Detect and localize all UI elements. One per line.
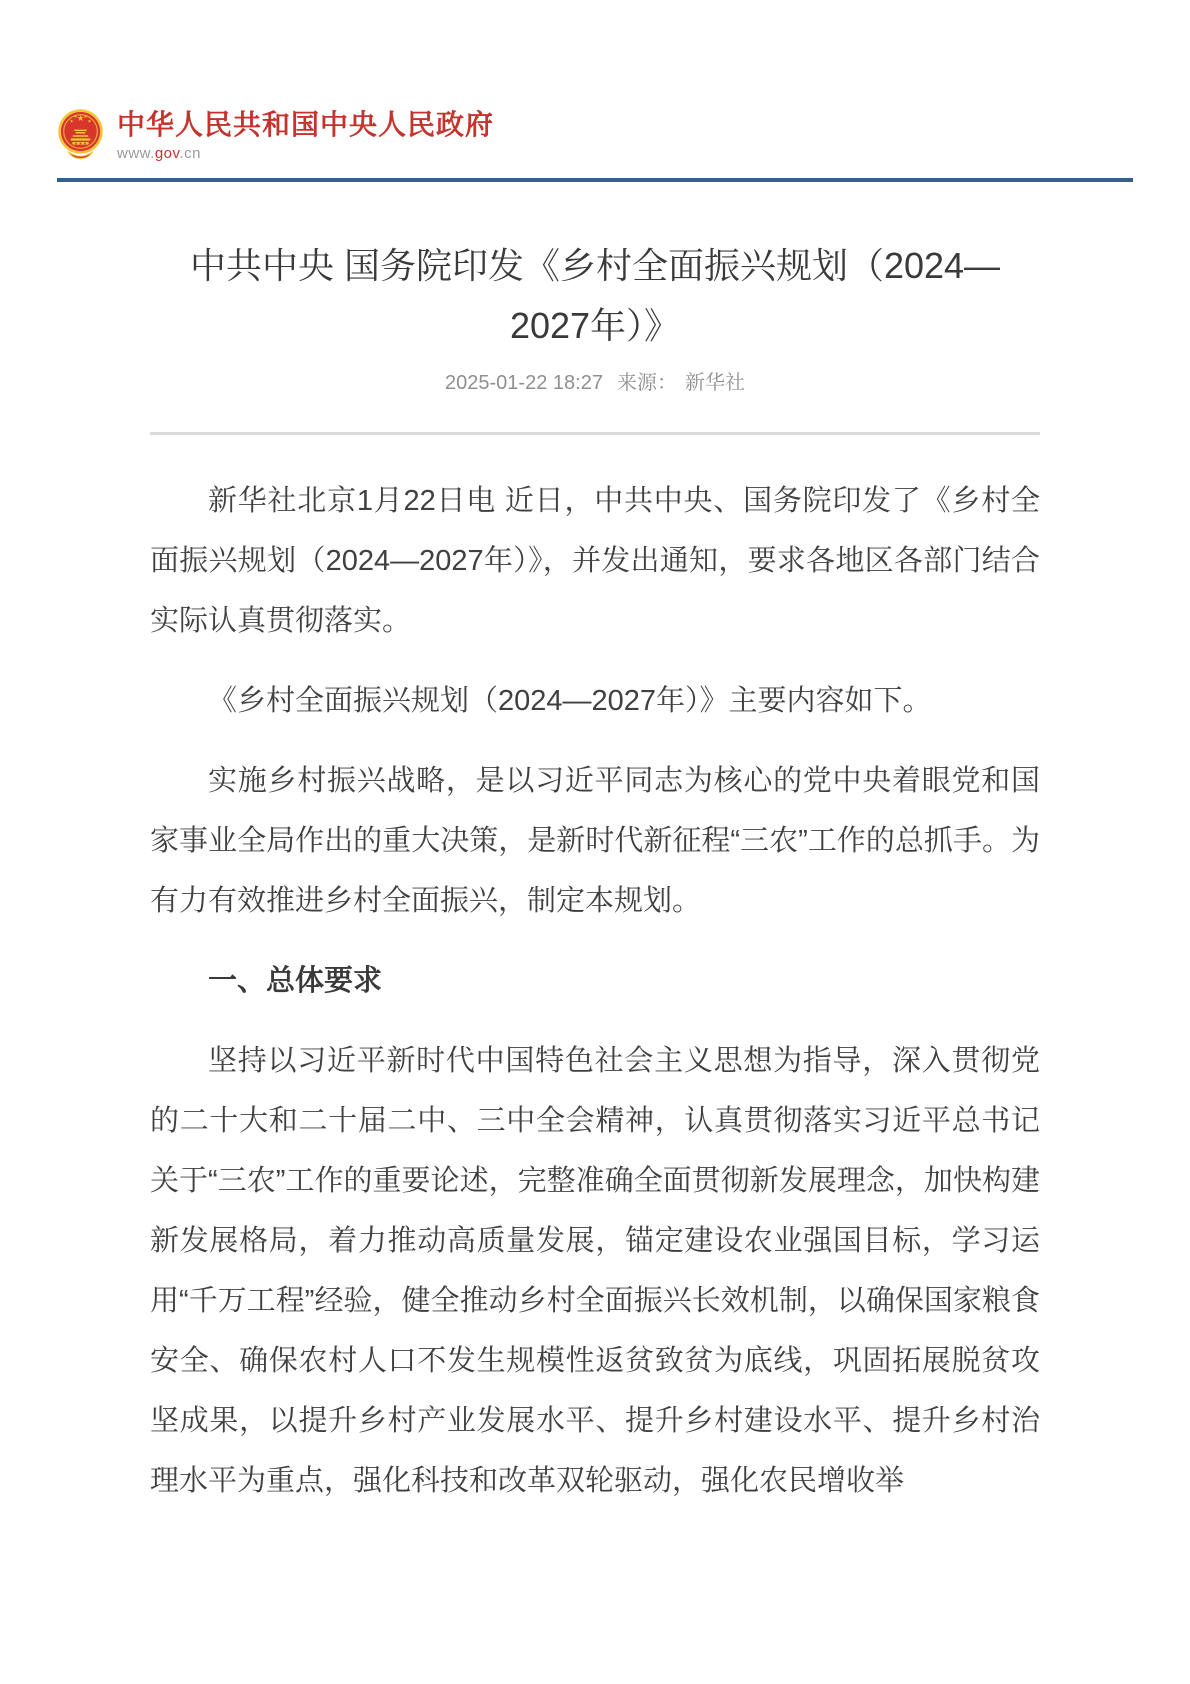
- header-rule: [57, 178, 1133, 182]
- site-url-cn: .cn: [179, 145, 201, 163]
- body-paragraph: 新华社北京1月22日电 近日，中共中央、国务院印发了《乡村全面振兴规划（2024—2027年）》，并发出通知，要求各地区各部门结合实际认真贯彻落实。: [150, 485, 1040, 637]
- site-header: [0, 0, 1190, 182]
- meta-divider: [150, 432, 1040, 435]
- site-identity: [117, 105, 494, 162]
- site-name: 中华人民共和国中央人民政府: [117, 109, 495, 140]
- body-paragraph: 《乡村全面振兴规划（2024—2027年）》主要内容如下。: [208, 685, 932, 717]
- site-url-gov: gov: [154, 145, 180, 163]
- site-url-www: www.: [117, 145, 155, 163]
- article-body: [150, 471, 1040, 1511]
- site-url: [117, 145, 494, 162]
- article-title: 中共中央 国务院印发《乡村全面振兴规划（2024—2027年）》: [189, 245, 1001, 346]
- article: [150, 236, 1040, 1511]
- site-logo-link[interactable]: [0, 0, 1190, 163]
- source-name: 新华社: [684, 372, 745, 394]
- body-paragraph: 实施乡村振兴战略，是以习近平同志为核心的党中央着眼党和国家事业全局作出的重大决策，是新时代新征程“三农”工作的总抓手。为有力有效推进乡村全面振兴，制定本规划。: [150, 765, 1040, 917]
- section-heading: 一、总体要求: [208, 965, 383, 997]
- publish-datetime: 2025-01-22 18:27: [445, 372, 603, 394]
- body-paragraph: 坚持以习近平新时代中国特色社会主义思想为指导，深入贯彻党的二十大和二十届二中、三中全会精神，认真贯彻落实习近平总书记关于“三农”工作的重要论述，完整准确全面贯彻新发展理念，加快构建新发展格局，着力推动高质量发展，锚定建设农业强国目标，学习运用“千万工程”经验，健全推动乡村全面振兴长效机制，以确保国家粮食安全、确保农村人口不发生规模性返贫致贫为底线，巩固拓展脱贫攻坚成果，以提升乡村产业发展水平、提升乡村建设水平、提升乡村治理水平为重点，强化科技和改革双轮驱动，强化农民增收举: [150, 1045, 1040, 1497]
- source-label: 来源：: [616, 372, 677, 394]
- article-meta: [150, 368, 1040, 398]
- national-emblem-icon: [57, 105, 104, 163]
